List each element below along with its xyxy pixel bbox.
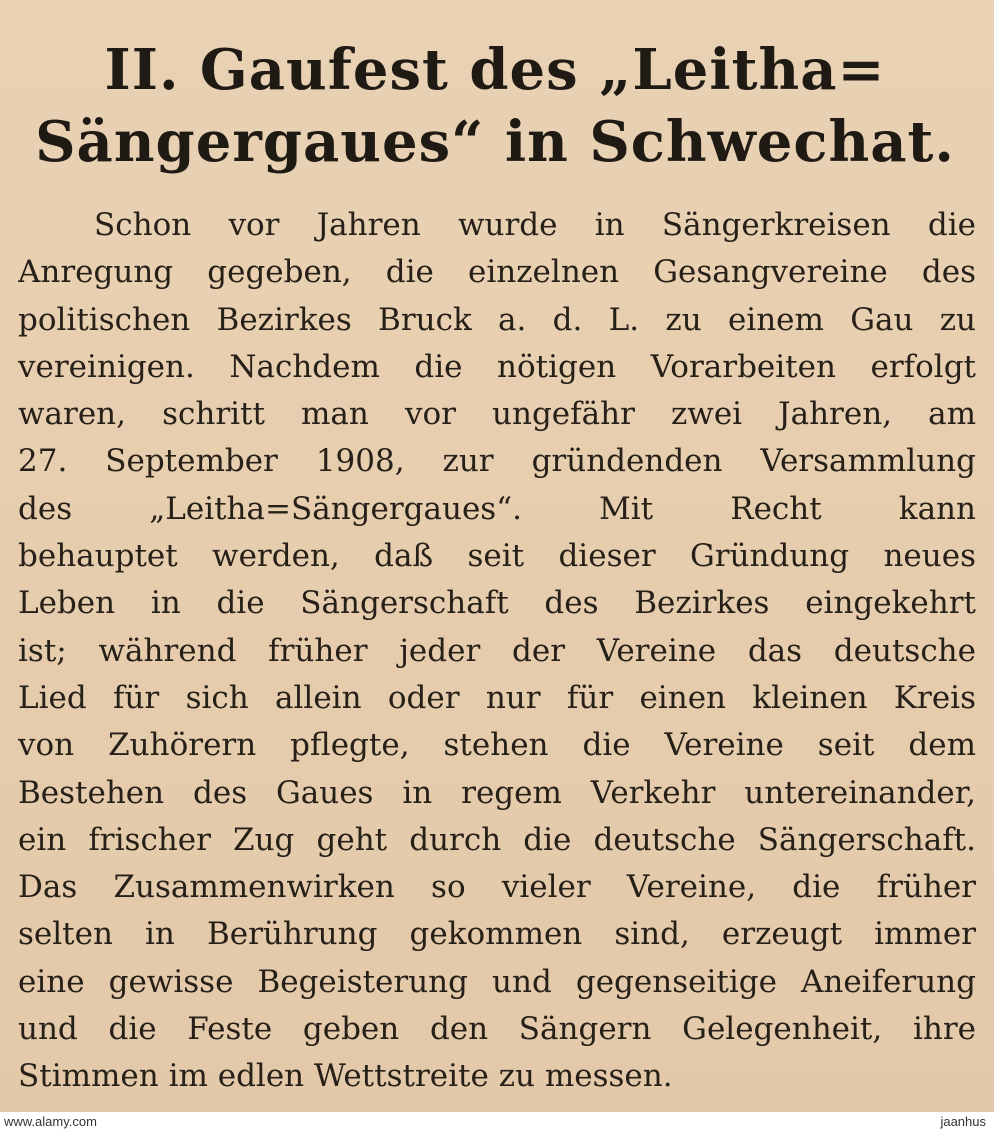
article-line: ein frischer Zug geht durch die deutsche Sängerschaft.	[18, 821, 976, 858]
article-headline	[30, 34, 960, 178]
article-line: eine gewisse Begeisterung und gegenseitige Aneiferung	[18, 963, 976, 1000]
article-body	[18, 202, 976, 1101]
article-line: Bestehen des Gaues in regem Verkehr untereinander,	[18, 774, 976, 811]
article-line: behauptet werden, daß seit dieser Gründung neues	[18, 538, 976, 575]
article-line: Anregung gegeben, die einzelnen Gesangvereine des	[18, 254, 976, 291]
article-line: und die Feste geben den Sängern Gelegenheit, ihre	[18, 1011, 976, 1048]
article-line: von Zuhörern pflegte, stehen die Vereine seit dem	[18, 727, 976, 764]
article-line: Schon vor Jahren wurde in Sängerkreisen die	[94, 207, 976, 243]
article-line: politischen Bezirkes Bruck a. d. L. zu einem Gau zu	[18, 301, 976, 338]
article-line: Lied für sich allein oder nur für einen kleinen Kreis	[18, 679, 976, 716]
article-line: selten in Berührung gekommen sind, erzeugt immer	[18, 916, 976, 953]
author-label: jaanhus	[940, 1114, 986, 1129]
article-line: waren, schritt man vor ungefähr zwei Jahren, am	[18, 396, 976, 433]
stock-site-label: www.alamy.com	[4, 1114, 97, 1129]
article-line: vereinigen. Nachdem die nötigen Vorarbeiten erfolgt	[18, 348, 976, 385]
watermark-bar	[0, 1112, 994, 1131]
article-line: Das Zusammenwirken so vieler Vereine, die früher	[18, 869, 976, 906]
article-line: 27. September 1908, zur gründenden Versammlung	[18, 443, 976, 480]
bleed-through-text	[60, 1100, 360, 1112]
bleed-through-text	[20, 0, 980, 14]
headline-line-1: II. Gaufest des „Leitha=	[104, 37, 886, 103]
article-line: Leben in die Sängerschaft des Bezirkes eingekehrt	[18, 585, 976, 622]
article-line: ist; während früher jeder der Vereine das deutsche	[18, 632, 976, 669]
article-line: Stimmen im edlen Wettstreite zu messen.	[18, 1058, 673, 1095]
article-line: des „Leitha=Sängergaues“. Mit Recht kann	[18, 490, 976, 527]
headline-line-2: Sängergaues“ in Schwechat.	[35, 109, 955, 175]
